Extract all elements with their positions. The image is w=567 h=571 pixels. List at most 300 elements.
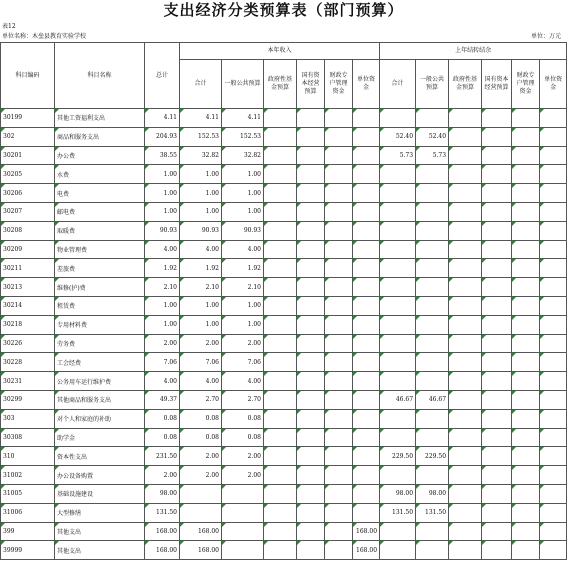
cell-income <box>180 503 222 522</box>
cell-marker-icon <box>416 485 420 489</box>
cell-carryover <box>482 334 512 353</box>
cell-carryover <box>482 184 512 203</box>
cell-marker-icon <box>180 504 184 508</box>
cell-carryover <box>380 127 416 146</box>
cell-carryover-text: 98.00 <box>428 490 447 498</box>
cell-income <box>353 372 380 391</box>
header-carryover-col: 合计 <box>380 60 416 109</box>
cell-marker-icon <box>353 147 357 151</box>
cell-carryover <box>416 541 449 560</box>
cell-total <box>145 353 180 372</box>
cell-carryover <box>449 202 482 221</box>
cell-marker-icon <box>482 372 486 376</box>
cell-marker-icon <box>1 278 5 282</box>
cell-marker-icon <box>1 165 5 169</box>
cell-marker-icon <box>222 447 226 451</box>
cell-income <box>297 127 325 146</box>
cell-marker-icon <box>180 429 184 433</box>
cell-income <box>325 541 353 560</box>
cell-total-text: 0.08 <box>163 433 177 441</box>
cell-income <box>325 278 353 297</box>
cell-total <box>145 315 180 334</box>
cell-marker-icon <box>145 485 149 489</box>
cell-total-text: 7.06 <box>163 358 177 366</box>
cell-carryover <box>449 221 482 240</box>
cell-marker-icon <box>55 523 59 527</box>
unit-label: 单位：万元 <box>530 33 561 40</box>
cell-marker-icon <box>482 523 486 527</box>
cell-marker-icon <box>325 203 329 207</box>
cell-marker-icon <box>512 222 516 226</box>
cell-income <box>297 390 325 409</box>
cell-income <box>325 296 353 315</box>
cell-income <box>325 146 353 165</box>
cell-income-text: 90.93 <box>243 227 261 235</box>
cell-carryover-text: 52.40 <box>395 133 414 141</box>
cell-carryover <box>512 409 540 428</box>
cell-marker-icon <box>449 278 453 282</box>
cell-code-text: 30214 <box>3 302 23 310</box>
cell-total <box>145 484 180 503</box>
cell-income-text: 1.00 <box>205 189 219 197</box>
cell-carryover-text: 46.67 <box>428 396 447 404</box>
cell-carryover <box>540 522 567 541</box>
cell-marker-icon <box>540 297 544 301</box>
cell-income-text: 4.00 <box>247 245 261 253</box>
cell-marker-icon <box>222 541 226 545</box>
cell-marker-icon <box>353 278 357 282</box>
cell-income <box>180 466 222 485</box>
cell-marker-icon <box>380 541 384 545</box>
cell-code-text: 399 <box>3 527 15 535</box>
cell-income <box>297 409 325 428</box>
cell-name-text: 大型修缮 <box>57 510 82 518</box>
cell-total-text: 131.50 <box>156 509 177 517</box>
cell-marker-icon <box>540 128 544 132</box>
cell-marker-icon <box>297 541 301 545</box>
cell-marker-icon <box>264 410 268 414</box>
cell-income <box>222 372 264 391</box>
cell-carryover-text: 46.67 <box>395 396 414 404</box>
cell-name-text: 其他支出 <box>57 528 82 536</box>
cell-marker-icon <box>180 222 184 226</box>
cell-marker-icon <box>482 147 486 151</box>
cell-total-text: 1.92 <box>163 264 177 272</box>
cell-carryover <box>380 221 416 240</box>
cell-marker-icon <box>297 372 301 376</box>
cell-carryover <box>482 409 512 428</box>
cell-income-text: 0.08 <box>247 433 261 441</box>
table-row <box>1 109 567 128</box>
cell-code <box>1 240 55 259</box>
cell-carryover <box>416 146 449 165</box>
header-income-col: 单位资金 <box>353 60 380 109</box>
cell-carryover <box>449 503 482 522</box>
cell-code <box>1 484 55 503</box>
cell-marker-icon <box>1 109 5 113</box>
cell-carryover <box>449 334 482 353</box>
cell-marker-icon <box>512 429 516 433</box>
cell-income <box>297 259 325 278</box>
cell-marker-icon <box>353 391 357 395</box>
cell-income <box>353 165 380 184</box>
cell-marker-icon <box>222 203 226 207</box>
cell-carryover <box>416 390 449 409</box>
cell-carryover <box>512 127 540 146</box>
cell-marker-icon <box>180 335 184 339</box>
cell-income <box>180 484 222 503</box>
cell-carryover <box>540 259 567 278</box>
cell-carryover <box>540 202 567 221</box>
cell-marker-icon <box>380 523 384 527</box>
cell-income-text: 1.00 <box>247 170 261 178</box>
cell-income <box>297 202 325 221</box>
cell-marker-icon <box>1 353 5 357</box>
cell-income <box>264 334 297 353</box>
cell-marker-icon <box>297 466 301 470</box>
cell-total-text: 2.10 <box>163 283 177 291</box>
cell-carryover-text: 229.50 <box>392 452 414 460</box>
cell-carryover <box>540 390 567 409</box>
table-row <box>1 202 567 221</box>
cell-code-text: 39999 <box>3 546 23 554</box>
cell-marker-icon <box>264 485 268 489</box>
cell-name <box>55 315 145 334</box>
cell-code-text: 30201 <box>3 151 23 159</box>
cell-total <box>145 146 180 165</box>
cell-total-text: 49.37 <box>159 396 177 404</box>
cell-marker-icon <box>325 466 329 470</box>
cell-income-text: 2.00 <box>205 452 219 460</box>
cell-marker-icon <box>325 184 329 188</box>
cell-income <box>264 409 297 428</box>
cell-marker-icon <box>482 259 486 263</box>
cell-carryover <box>540 221 567 240</box>
cell-marker-icon <box>55 429 59 433</box>
cell-marker-icon <box>416 466 420 470</box>
cell-carryover <box>482 315 512 334</box>
cell-marker-icon <box>297 203 301 207</box>
cell-carryover <box>482 127 512 146</box>
cell-marker-icon <box>55 109 59 113</box>
cell-marker-icon <box>1 372 5 376</box>
cell-income <box>180 372 222 391</box>
cell-marker-icon <box>449 485 453 489</box>
cell-carryover <box>416 315 449 334</box>
cell-marker-icon <box>512 203 516 207</box>
cell-marker-icon <box>297 147 301 151</box>
cell-marker-icon <box>353 504 357 508</box>
cell-marker-icon <box>482 109 486 113</box>
cell-carryover <box>416 202 449 221</box>
cell-total-text: 1.00 <box>163 189 177 197</box>
cell-marker-icon <box>512 241 516 245</box>
cell-marker-icon <box>145 316 149 320</box>
cell-marker-icon <box>145 278 149 282</box>
cell-code <box>1 334 55 353</box>
header-income-col: 国有资本经营预算 <box>297 60 325 109</box>
cell-income <box>297 503 325 522</box>
cell-marker-icon <box>222 241 226 245</box>
cell-marker-icon <box>297 316 301 320</box>
cell-total-text: 4.11 <box>163 114 177 122</box>
cell-marker-icon <box>416 241 420 245</box>
cell-marker-icon <box>297 353 301 357</box>
cell-marker-icon <box>180 523 184 527</box>
header-income-col: 财政专户管理资金 <box>325 60 353 109</box>
cell-marker-icon <box>353 485 357 489</box>
cell-carryover <box>540 541 567 560</box>
cell-income <box>180 447 222 466</box>
cell-carryover <box>416 296 449 315</box>
cell-income <box>180 202 222 221</box>
cell-code <box>1 202 55 221</box>
table-row <box>1 503 567 522</box>
cell-marker-icon <box>1 504 5 508</box>
cell-income <box>180 184 222 203</box>
cell-income <box>264 296 297 315</box>
cell-name-text: 物业管理费 <box>57 246 88 254</box>
cell-marker-icon <box>416 335 420 339</box>
cell-carryover <box>540 240 567 259</box>
cell-name-text: 水费 <box>57 171 70 179</box>
cell-marker-icon <box>222 485 226 489</box>
cell-carryover <box>416 221 449 240</box>
cell-marker-icon <box>449 335 453 339</box>
cell-marker-icon <box>512 184 516 188</box>
cell-marker-icon <box>1 447 5 451</box>
cell-carryover <box>512 541 540 560</box>
cell-marker-icon <box>180 278 184 282</box>
cell-carryover <box>449 428 482 447</box>
cell-marker-icon <box>482 316 486 320</box>
cell-income-text: 1.00 <box>247 321 261 329</box>
cell-marker-icon <box>55 184 59 188</box>
cell-marker-icon <box>416 109 420 113</box>
cell-income <box>325 315 353 334</box>
cell-name <box>55 503 145 522</box>
cell-income <box>297 165 325 184</box>
cell-name <box>55 240 145 259</box>
cell-marker-icon <box>264 429 268 433</box>
cell-income <box>222 390 264 409</box>
cell-carryover <box>512 146 540 165</box>
cell-marker-icon <box>145 523 149 527</box>
cell-income <box>264 278 297 297</box>
cell-marker-icon <box>55 353 59 357</box>
cell-carryover-text: 98.00 <box>395 490 414 498</box>
cell-income-text: 2.00 <box>247 339 261 347</box>
cell-marker-icon <box>353 203 357 207</box>
cell-marker-icon <box>325 109 329 113</box>
cell-marker-icon <box>55 222 59 226</box>
cell-income <box>297 466 325 485</box>
cell-total-text: 2.00 <box>163 339 177 347</box>
cell-marker-icon <box>353 109 357 113</box>
cell-marker-icon <box>449 504 453 508</box>
cell-code-text: 30218 <box>3 321 23 329</box>
cell-code-text: 30199 <box>3 114 23 122</box>
cell-marker-icon <box>353 410 357 414</box>
cell-income <box>353 109 380 128</box>
cell-carryover <box>449 447 482 466</box>
cell-code <box>1 503 55 522</box>
cell-carryover <box>416 428 449 447</box>
cell-carryover <box>482 353 512 372</box>
cell-marker-icon <box>325 241 329 245</box>
cell-marker-icon <box>512 109 516 113</box>
cell-total-text: 231.50 <box>156 452 177 460</box>
cell-income-text: 152.53 <box>240 133 261 141</box>
cell-marker-icon <box>145 335 149 339</box>
cell-carryover <box>540 466 567 485</box>
cell-marker-icon <box>482 466 486 470</box>
cell-code <box>1 165 55 184</box>
cell-total <box>145 428 180 447</box>
table-row <box>1 146 567 165</box>
cell-total <box>145 259 180 278</box>
cell-marker-icon <box>482 353 486 357</box>
cell-marker-icon <box>380 429 384 433</box>
header-income-col: 政府性基金预算 <box>264 60 297 109</box>
cell-total-text: 1.00 <box>163 302 177 310</box>
cell-marker-icon <box>264 391 268 395</box>
cell-total-text: 98.00 <box>159 490 177 498</box>
cell-total <box>145 466 180 485</box>
cell-marker-icon <box>55 147 59 151</box>
cell-income <box>264 146 297 165</box>
cell-marker-icon <box>380 335 384 339</box>
table-row <box>1 315 567 334</box>
cell-total <box>145 109 180 128</box>
cell-income <box>180 428 222 447</box>
cell-income <box>264 127 297 146</box>
cell-marker-icon <box>512 353 516 357</box>
cell-code-text: 30211 <box>3 264 23 272</box>
cell-carryover <box>512 428 540 447</box>
cell-marker-icon <box>145 222 149 226</box>
cell-name <box>55 165 145 184</box>
cell-carryover <box>449 390 482 409</box>
cell-income <box>297 372 325 391</box>
cell-income <box>353 353 380 372</box>
cell-income <box>325 165 353 184</box>
cell-marker-icon <box>222 184 226 188</box>
cell-name-text: 基础设施建设 <box>57 491 94 499</box>
cell-carryover <box>482 372 512 391</box>
cell-marker-icon <box>222 222 226 226</box>
cell-marker-icon <box>540 278 544 282</box>
cell-carryover <box>482 541 512 560</box>
cell-marker-icon <box>540 335 544 339</box>
cell-income-text: 90.93 <box>201 227 219 235</box>
cell-marker-icon <box>353 241 357 245</box>
cell-marker-icon <box>264 128 268 132</box>
cell-income <box>325 447 353 466</box>
cell-carryover-text: 52.40 <box>428 133 447 141</box>
cell-name-text: 邮电费 <box>57 209 76 217</box>
cell-marker-icon <box>180 541 184 545</box>
cell-carryover <box>449 484 482 503</box>
cell-marker-icon <box>380 410 384 414</box>
cell-marker-icon <box>512 466 516 470</box>
cell-marker-icon <box>380 297 384 301</box>
cell-marker-icon <box>512 372 516 376</box>
cell-income <box>264 259 297 278</box>
cell-total <box>145 522 180 541</box>
cell-carryover-text: 131.50 <box>425 509 447 517</box>
cell-marker-icon <box>380 241 384 245</box>
cell-income-text: 168.00 <box>198 546 219 554</box>
cell-income <box>180 221 222 240</box>
cell-code <box>1 259 55 278</box>
cell-marker-icon <box>482 485 486 489</box>
cell-carryover <box>512 240 540 259</box>
cell-marker-icon <box>297 485 301 489</box>
cell-total <box>145 372 180 391</box>
cell-name-text: 商品和服务支出 <box>57 134 100 142</box>
cell-name-text: 劳务费 <box>57 340 76 348</box>
cell-income <box>325 466 353 485</box>
cell-income <box>180 315 222 334</box>
cell-income <box>222 522 264 541</box>
cell-income-text: 2.00 <box>247 452 261 460</box>
cell-carryover <box>512 447 540 466</box>
cell-name-text: 差旅费 <box>57 265 76 273</box>
cell-marker-icon <box>180 410 184 414</box>
cell-marker-icon <box>180 316 184 320</box>
cell-marker-icon <box>512 410 516 414</box>
cell-name-text: 取暖费 <box>57 228 76 236</box>
cell-marker-icon <box>449 541 453 545</box>
cell-marker-icon <box>380 466 384 470</box>
cell-marker-icon <box>264 447 268 451</box>
cell-marker-icon <box>145 109 149 113</box>
cell-carryover <box>449 184 482 203</box>
cell-income-text: 1.00 <box>205 208 219 216</box>
budget-table <box>0 42 567 560</box>
cell-marker-icon <box>145 203 149 207</box>
cell-income <box>353 202 380 221</box>
cell-income-text: 0.08 <box>205 433 219 441</box>
cell-income <box>353 240 380 259</box>
cell-income-text: 2.00 <box>247 471 261 479</box>
cell-code-text: 30308 <box>3 433 23 441</box>
cell-income <box>297 353 325 372</box>
cell-carryover <box>380 428 416 447</box>
cell-marker-icon <box>482 410 486 414</box>
cell-marker-icon <box>540 541 544 545</box>
cell-marker-icon <box>1 297 5 301</box>
cell-total-text: 1.00 <box>163 170 177 178</box>
cell-carryover <box>482 146 512 165</box>
cell-carryover <box>482 484 512 503</box>
cell-marker-icon <box>482 184 486 188</box>
cell-name <box>55 522 145 541</box>
cell-marker-icon <box>325 316 329 320</box>
cell-income-text: 1.00 <box>205 302 219 310</box>
cell-code <box>1 447 55 466</box>
cell-income <box>264 541 297 560</box>
cell-code-text: 303 <box>3 415 15 423</box>
cell-income <box>222 428 264 447</box>
cell-marker-icon <box>325 222 329 226</box>
cell-marker-icon <box>145 259 149 263</box>
cell-marker-icon <box>55 165 59 169</box>
cell-marker-icon <box>264 297 268 301</box>
cell-marker-icon <box>449 203 453 207</box>
cell-marker-icon <box>353 297 357 301</box>
